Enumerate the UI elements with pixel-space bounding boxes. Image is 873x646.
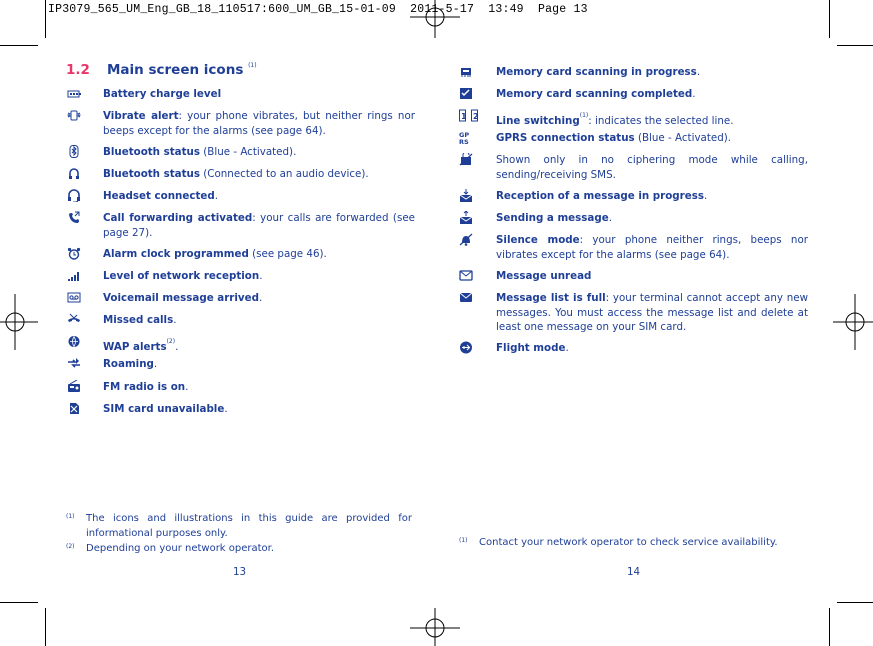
footnote-text: Depending on your network operator. <box>86 543 275 554</box>
page-number-left: 13 <box>233 566 247 578</box>
ciphering-icon <box>459 153 473 166</box>
battery-icon <box>67 87 81 100</box>
section-heading <box>66 62 257 78</box>
entry-label: Message unread <box>496 270 592 282</box>
gprs-icon <box>459 131 473 144</box>
entry-text <box>496 341 808 356</box>
memory-card-scanning-icon <box>459 65 473 78</box>
entry-description: (Blue - Activated). <box>634 132 732 144</box>
entry-text <box>103 380 415 395</box>
entry-description: (Blue - Activated). <box>199 146 297 158</box>
entry-text <box>496 211 808 226</box>
entry-label: Vibrate alert <box>103 110 179 122</box>
entry-description: . <box>258 292 263 304</box>
entry-text <box>103 145 415 160</box>
entry-description: : indicates the selected line. <box>588 115 734 127</box>
entry-text <box>496 65 808 80</box>
vibrate-icon <box>67 109 81 122</box>
entry-description: . <box>175 341 179 353</box>
svg-text:RS: RS <box>459 138 469 144</box>
entry-label: Headset connected <box>103 190 215 202</box>
entry-label: Sending a message <box>496 212 609 224</box>
section-note-mark: (1) <box>248 62 257 69</box>
entry-description: . <box>692 88 696 100</box>
entry-text <box>103 189 415 204</box>
entry-text <box>103 291 415 306</box>
entry-note-mark: (1) <box>579 112 589 119</box>
missed-call-icon <box>67 313 81 326</box>
entry-description: . <box>704 190 708 202</box>
section-number: 1.2 <box>66 62 90 78</box>
svg-text:GP: GP <box>459 131 470 139</box>
message-receiving-icon <box>459 189 473 202</box>
entry-description: Shown only in no ciphering mode while calling, sending/receiving SMS. <box>496 154 808 181</box>
fm-radio-icon <box>67 380 81 393</box>
entry-label: Missed calls <box>103 314 174 326</box>
entry-description: : your calls are forwarded (see page 27). <box>103 212 415 239</box>
page-number-right: 14 <box>627 566 641 578</box>
entry-description: . <box>173 314 177 326</box>
entry-note-mark: (2) <box>166 338 176 345</box>
entry-label: Level of network reception <box>103 270 260 282</box>
call-forwarding-icon <box>67 211 81 224</box>
footnote-text: The icons and illustrations in this guide are provided for informational purposes only. <box>86 513 412 539</box>
entry-text <box>103 313 415 328</box>
entry-label: Bluetooth status <box>103 146 200 158</box>
flight-mode-icon <box>459 341 473 354</box>
entry-text <box>103 269 415 284</box>
registration-mark-left <box>0 292 40 352</box>
entry-description: . <box>224 403 228 415</box>
entry-label: Line switching <box>496 115 580 127</box>
entry-label: Silence mode <box>496 234 580 246</box>
entry-label: Memory card scanning in progress <box>496 66 697 78</box>
entry-text <box>103 357 415 372</box>
voicemail-icon <box>67 291 81 304</box>
entry-label: Voicemail message arrived <box>103 292 259 304</box>
entry-label: Reception of a message in progress <box>496 190 704 202</box>
alarm-clock-icon <box>67 247 81 260</box>
entry-text <box>103 109 415 138</box>
entry-description: . <box>696 66 701 78</box>
memory-card-scanned-icon <box>459 87 473 100</box>
entry-label: Call forwarding activated <box>103 212 253 224</box>
entry-text <box>103 335 415 355</box>
sim-unavailable-icon <box>67 402 81 415</box>
entry-label: WAP alerts <box>103 341 167 353</box>
entry-description: (Connected to an audio device). <box>199 168 369 180</box>
entry-label: SIM card unavailable <box>103 403 225 415</box>
registration-mark-bottom <box>405 606 465 646</box>
line-switching-2-icon <box>471 109 485 122</box>
registration-mark-top <box>405 0 465 40</box>
message-unread-icon <box>459 269 473 282</box>
entry-text <box>103 167 415 182</box>
entry-description: : your terminal cannot accept any new messages. You must access the message list and delete at least one message on your SIM card. <box>496 292 809 333</box>
entry-label: Roaming <box>103 358 154 370</box>
wap-alert-icon <box>67 335 81 348</box>
entry-text <box>496 269 808 284</box>
footnote-mark: (2) <box>66 543 75 550</box>
entry-description: . <box>608 212 613 224</box>
registration-mark-right <box>833 292 873 352</box>
print-header: IP3079_565_UM_Eng_GB_18_110517:600_UM_GB_15-01-09 2011-5-17 13:49 Page 13 <box>48 3 588 16</box>
entry-description: (see page 46). <box>248 248 327 260</box>
entry-description: . <box>185 381 189 393</box>
svg-text:1: 1 <box>461 112 467 121</box>
entry-text <box>496 189 808 204</box>
headset-icon <box>67 189 81 202</box>
section-title: Main screen icons <box>107 62 244 78</box>
entry-description: : your phone neither rings, beeps nor vibrates except for the alarms (see page 64). <box>496 234 808 261</box>
footnote-mark: (1) <box>459 537 468 544</box>
entry-text <box>496 233 808 262</box>
entry-label: Message list is full <box>496 292 606 304</box>
entry-text <box>496 291 808 335</box>
entry-text <box>496 109 808 129</box>
entry-description: . <box>153 358 158 370</box>
bluetooth-icon <box>67 145 81 158</box>
svg-text:2: 2 <box>473 112 479 121</box>
entry-label: Battery charge level <box>103 88 222 100</box>
entry-text <box>103 402 415 417</box>
message-sending-icon <box>459 211 473 224</box>
entry-label: Bluetooth status <box>103 168 200 180</box>
entry-label: Alarm clock programmed <box>103 248 249 260</box>
entry-label: Flight mode <box>496 342 566 354</box>
entry-text <box>496 87 808 102</box>
entry-text <box>496 131 808 146</box>
entry-text <box>103 247 415 262</box>
entry-label: Memory card scanning completed <box>496 88 693 100</box>
entry-label: GPRS connection status <box>496 132 635 144</box>
entry-label: FM radio is on <box>103 381 186 393</box>
entry-text <box>496 153 808 182</box>
entry-description: . <box>565 342 569 354</box>
silence-mode-icon <box>459 233 473 246</box>
entry-text <box>103 87 415 102</box>
footnote-text: Contact your network operator to check service availability. <box>479 537 778 548</box>
entry-description: : your phone vibrates, but neither rings nor beeps except for the alarms (see page 64). <box>103 110 415 137</box>
network-signal-icon <box>67 269 81 282</box>
footnote-mark: (1) <box>66 513 75 520</box>
entry-description: . <box>214 190 219 202</box>
entry-text <box>103 211 415 240</box>
message-list-full-icon <box>459 291 473 304</box>
bluetooth-connected-icon <box>67 167 81 180</box>
entry-description: . <box>259 270 263 282</box>
roaming-icon <box>67 357 81 370</box>
